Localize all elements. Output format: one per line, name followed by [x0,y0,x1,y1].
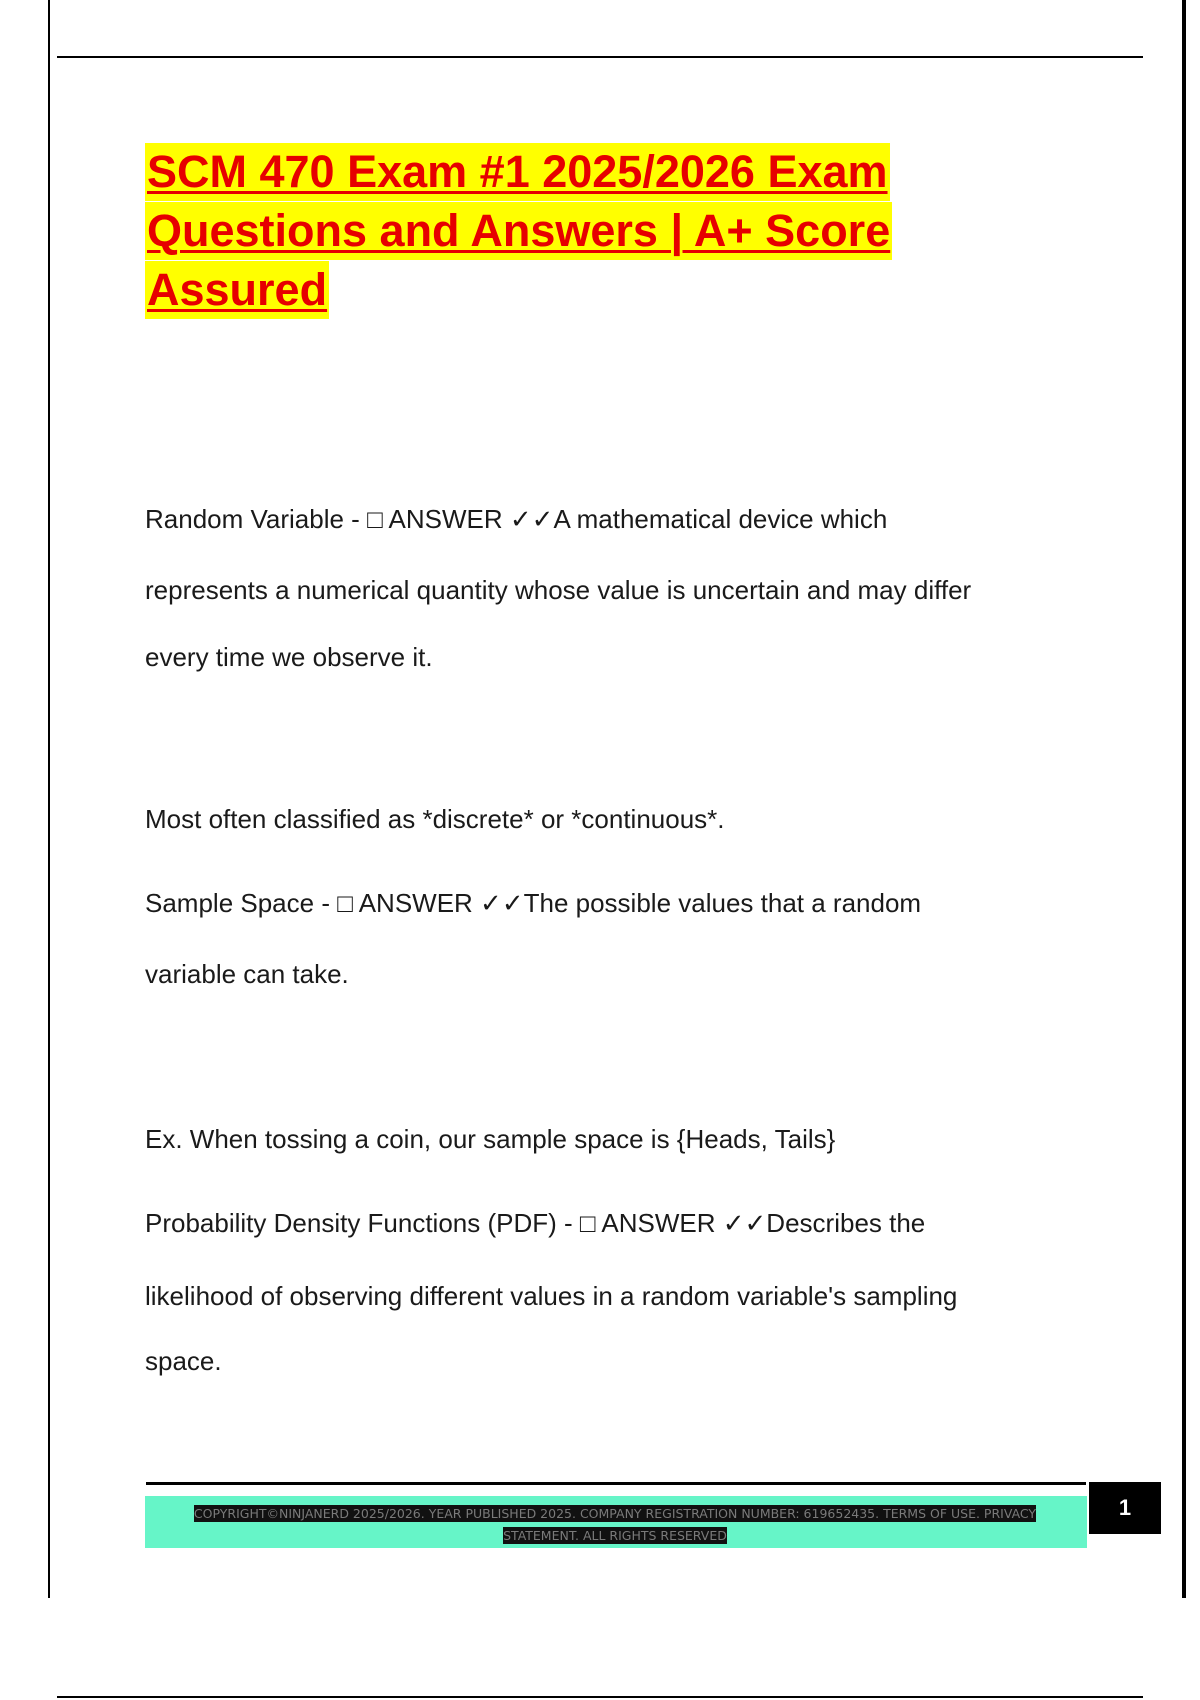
qa-sample-space-line-1: Sample Space - □ ANSWER ✓✓The possible values that a random [145,888,922,918]
page-border-left [48,0,50,1598]
document-title [145,143,975,320]
qa-pdf-line-3: space. [145,1346,222,1376]
page-number [1089,1482,1161,1534]
page-number-label: 1 [1118,1495,1132,1520]
page-border-right [1182,0,1186,1598]
qa-random-variable-line-1: Random Variable - □ ANSWER ✓✓A mathematical device which [145,504,888,534]
qa-pdf-line-1: Probability Density Functions (PDF) - □ ANSWER ✓✓Describes the [145,1208,926,1238]
title-line-1: SCM 470 Exam #1 2025/2026 Exam [145,143,890,201]
qa-coin-example: Ex. When tossing a coin, our sample space is {Heads, Tails} [145,1124,836,1154]
title-line-3: Assured [145,261,329,319]
next-page-rule [57,1696,1143,1698]
qa-sample-space-line-2: variable can take. [145,959,349,989]
title-line-2: Questions and Answers | A+ Score [145,202,892,260]
qa-classification-note: Most often classified as *discrete* or *continuous*. [145,804,725,834]
qa-pdf-line-2: likelihood of observing different values in a random variable's sampling [145,1281,958,1311]
header-rule [57,56,1143,58]
footer-copyright-line-1: COPYRIGHT©NINJANERD 2025/2026. YEAR PUBLISHED 2025. COMPANY REGISTRATION NUMBER: 619652435. TERMS OF USE. PRIVACY [193,1506,1037,1521]
qa-random-variable-line-3: every time we observe it. [145,642,433,672]
footer-copyright-line-2: STATEMENT. ALL RIGHTS RESERVED [503,1528,727,1543]
footer-copyright [170,1503,1060,1547]
footer-rule [146,1482,1086,1485]
qa-random-variable-line-2: represents a numerical quantity whose value is uncertain and may differ [145,575,972,605]
